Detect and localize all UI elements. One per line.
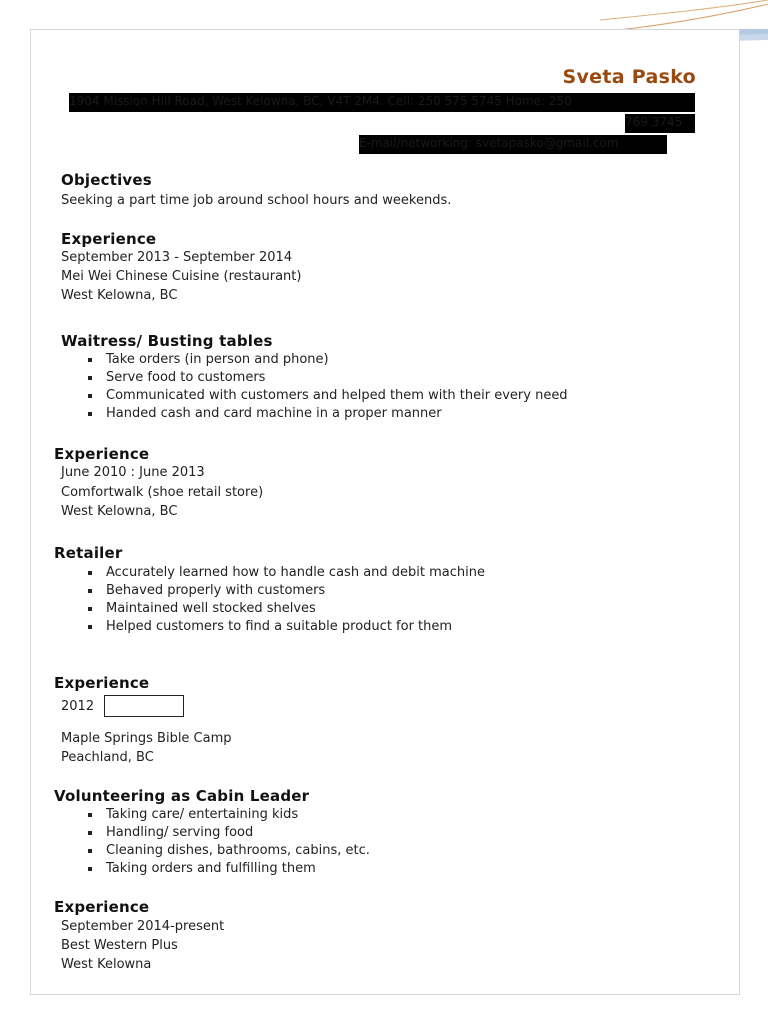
list-item: Helped customers to find a suitable product for them [85, 618, 485, 636]
redacted-phone-tail: 769 3745 [625, 114, 695, 133]
experience-4-employer: Best Western Plus [61, 938, 178, 953]
list-item: Cleaning dishes, bathrooms, cabins, etc. [85, 842, 370, 860]
list-item: Taking orders and fulfilling them [85, 860, 370, 878]
list-item: Communicated with customers and helped them with their every need [85, 387, 568, 405]
list-item: Maintained well stocked shelves [85, 600, 485, 618]
experience-1-duties [85, 351, 568, 423]
experience-heading-4: Experience [54, 898, 150, 916]
experience-heading-1: Experience [61, 230, 157, 248]
candidate-name: Sveta Pasko [562, 66, 696, 88]
objectives-text: Seeking a part time job around school hours and weekends. [61, 193, 452, 208]
experience-3-location: Peachland, BC [61, 750, 154, 765]
empty-date-box [104, 695, 184, 717]
list-item: Taking care/ entertaining kids [85, 806, 370, 824]
redacted-address-line: 1904 Mission Hill Road, West Kelowna, BC, V4T 2M4. Cell: 250 575 5745 Home: 250 [69, 93, 695, 112]
experience-1-dates: September 2013 - September 2014 [61, 250, 293, 265]
experience-2-duties [85, 564, 485, 636]
experience-2-employer: Comfortwalk (shoe retail store) [61, 485, 264, 500]
list-item: Handling/ serving food [85, 824, 370, 842]
list-item: Accurately learned how to handle cash and debit machine [85, 564, 485, 582]
list-item: Behaved properly with customers [85, 582, 485, 600]
experience-3-employer: Maple Springs Bible Camp [61, 731, 232, 746]
list-item: Serve food to customers [85, 369, 568, 387]
experience-4-location: West Kelowna [61, 957, 152, 972]
experience-2-location: West Kelowna, BC [61, 504, 178, 519]
experience-heading-3: Experience [54, 674, 150, 692]
experience-3-role: Volunteering as Cabin Leader [54, 787, 310, 805]
list-item: Handed cash and card machine in a proper manner [85, 405, 568, 423]
experience-heading-2: Experience [54, 445, 150, 463]
experience-1-location: West Kelowna, BC [61, 288, 178, 303]
experience-3-dates: 2012 [61, 699, 95, 714]
experience-2-dates: June 2010 : June 2013 [61, 465, 205, 480]
objectives-heading: Objectives [61, 171, 152, 189]
list-item: Take orders (in person and phone) [85, 351, 568, 369]
experience-2-role: Retailer [54, 544, 123, 562]
experience-1-employer: Mei Wei Chinese Cuisine (restaurant) [61, 269, 302, 284]
experience-4-dates: September 2014-present [61, 919, 225, 934]
experience-1-role: Waitress/ Busting tables [61, 332, 273, 350]
experience-3-duties [85, 806, 370, 878]
redacted-email-line: E-mail/networking: svetapasko@gmail.com [359, 135, 667, 154]
